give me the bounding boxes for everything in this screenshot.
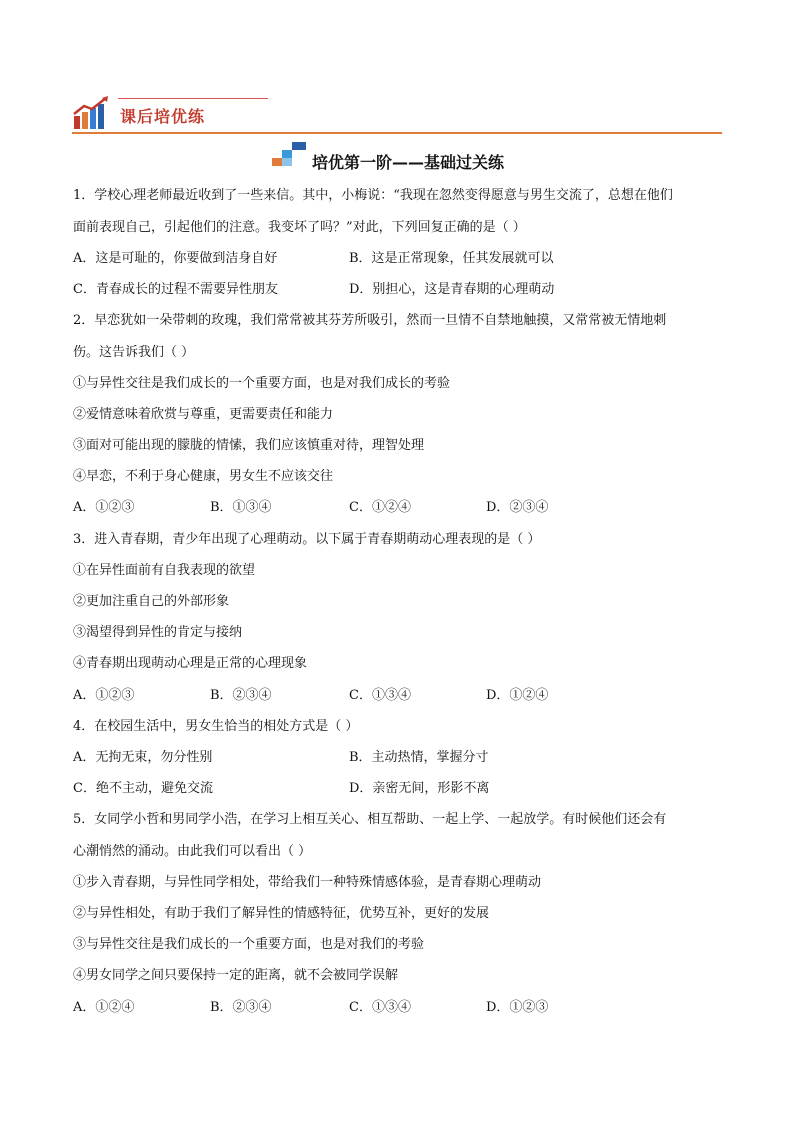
- question-1-stem-line-1: 1．学校心理老师最近收到了一些来信。其中，小梅说：“我现在忽然变得愿意与男生交流了，总想在他们: [73, 188, 673, 203]
- question-2-option-a: A．①②③: [73, 500, 135, 515]
- question-3-option-a: A．①②③: [73, 688, 135, 703]
- question-5-statement-2: ②与异性相处，有助于我们了解异性的情感特征，优势互补，更好的发展: [73, 906, 490, 921]
- question-3-statement-3: ③渴望得到异性的肯定与接纳: [73, 625, 243, 640]
- header-divider: [72, 132, 722, 134]
- question-1-option-b: B．这是正常现象，任其发展就可以: [349, 251, 554, 266]
- question-5-option-c: C．①③④: [349, 1000, 411, 1015]
- question-2-statement-4: ④早恋，不利于身心健康，男女生不应该交往: [73, 469, 334, 484]
- question-2-statement-1: ①与异性交往是我们成长的一个重要方面，也是对我们成长的考验: [73, 376, 451, 391]
- question-2-statement-2: ②爱情意味着欣赏与尊重，更需要责任和能力: [73, 407, 334, 422]
- question-5-statement-4: ④男女同学之间只要保持一定的距离，就不会被同学误解: [73, 968, 399, 983]
- question-5-option-a: A．①②④: [73, 1000, 135, 1015]
- page-header: [72, 96, 722, 132]
- question-2-option-b: B．①③④: [210, 500, 272, 515]
- section-heading: [0, 140, 794, 176]
- section-title: 培优第一阶——基础过关练: [312, 153, 505, 172]
- question-3-option-d: D．①②④: [486, 688, 549, 703]
- question-3-option-b: B．②③④: [210, 688, 272, 703]
- question-3-stem-line-1: 3．进入青春期，青少年出现了心理萌动。以下属于青春期萌动心理表现的是（ ）: [73, 532, 541, 547]
- question-3-option-c: C．①③④: [349, 688, 411, 703]
- question-1-stem-line-2: 面前表现自己，引起他们的注意。我变坏了吗？”对此，下列回复正确的是（ ）: [73, 220, 526, 235]
- question-3-statement-4: ④青春期出现萌动心理是正常的心理现象: [73, 656, 308, 671]
- question-5-statement-1: ①步入青春期，与异性同学相处，带给我们一种特殊情感体验，是青春期心理萌动: [73, 875, 542, 890]
- stairs-icon: [272, 140, 308, 168]
- question-2-stem-line-1: 2．早恋犹如一朵带刺的玫瑰，我们常常被其芬芳所吸引，然而一旦情不自禁地触摸，又常常被无情地刺: [73, 313, 667, 328]
- question-5-stem-line-2: 心潮悄然的涌动。由此我们可以看出（ ）: [73, 844, 312, 859]
- question-5-stem-line-1: 5．女同学小哲和男同学小浩，在学习上相互关心、相互帮助、一起上学、一起放学。有时候他们还会有: [73, 812, 667, 827]
- question-3-statement-1: ①在异性面前有自我表现的欲望: [73, 563, 256, 578]
- question-5-statement-3: ③与异性交往是我们成长的一个重要方面，也是对我们的考验: [73, 937, 425, 952]
- question-5-option-b: B．②③④: [210, 1000, 272, 1015]
- question-1-option-a: A．这是可耻的，你要做到洁身自好: [73, 251, 278, 266]
- question-1-option-d: D．别担心，这是青春期的心理萌动: [349, 282, 555, 297]
- question-2-option-c: C．①②④: [349, 500, 411, 515]
- question-4-stem-line-1: 4．在校园生活中，男女生恰当的相处方式是（ ）: [73, 719, 359, 734]
- question-4-option-d: D．亲密无间，形影不离: [349, 781, 490, 796]
- bar-chart-growth-icon: [72, 96, 112, 130]
- question-2-stem-line-2: 伤。这告诉我们（ ）: [73, 345, 195, 360]
- question-4-option-a: A．无拘无束，勿分性别: [73, 750, 213, 765]
- question-4-option-c: C．绝不主动，避免交流: [73, 781, 213, 796]
- question-4-option-b: B．主动热情，掌握分寸: [349, 750, 489, 765]
- question-2-statement-3: ③面对可能出现的朦胧的情愫，我们应该慎重对待，理智处理: [73, 438, 425, 453]
- question-1-option-c: C．青春成长的过程不需要异性朋友: [73, 282, 278, 297]
- question-5-option-d: D．①②③: [486, 1000, 549, 1015]
- question-2-option-d: D．②③④: [486, 500, 549, 515]
- header-accent-line: [118, 98, 268, 99]
- question-3-statement-2: ②更加注重自己的外部形象: [73, 594, 230, 609]
- header-title: 课后培优练: [120, 107, 206, 126]
